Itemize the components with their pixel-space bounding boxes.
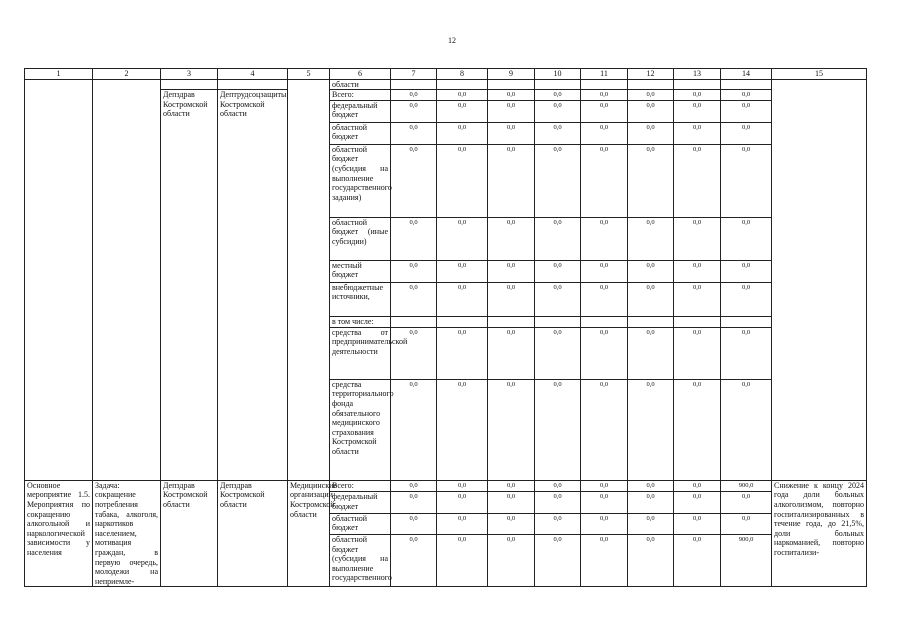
value-cell: 0,0 bbox=[628, 379, 674, 480]
value-cell: 0,0 bbox=[535, 535, 581, 587]
value-cell bbox=[674, 316, 721, 327]
value-cell: 0,0 bbox=[674, 535, 721, 587]
value-cell: 0,0 bbox=[581, 513, 628, 535]
value-cell bbox=[535, 316, 581, 327]
source-label: федеральный бюджет bbox=[330, 492, 391, 514]
value-cell: 0,0 bbox=[674, 217, 721, 260]
value-cell: 0,0 bbox=[391, 122, 437, 144]
value-cell: 0,0 bbox=[535, 282, 581, 316]
header-cell: 12 bbox=[628, 69, 674, 80]
value-cell: 0,0 bbox=[721, 327, 772, 379]
value-cell: 0,0 bbox=[721, 282, 772, 316]
value-cell: 0,0 bbox=[535, 379, 581, 480]
value-cell: 0,0 bbox=[535, 100, 581, 122]
value-cell: 0,0 bbox=[721, 122, 772, 144]
value-cell: 0,0 bbox=[437, 535, 488, 587]
value-cell: 0,0 bbox=[488, 535, 535, 587]
value-cell: 0,0 bbox=[721, 144, 772, 217]
value-cell: 0,0 bbox=[674, 327, 721, 379]
source-label: областной бюджет (иные субсидии) bbox=[330, 217, 391, 260]
value-cell: 0,0 bbox=[391, 100, 437, 122]
value-cell: 0,0 bbox=[535, 480, 581, 491]
value-cell: 0,0 bbox=[721, 260, 772, 282]
empty-cell bbox=[535, 79, 581, 90]
value-cell: 0,0 bbox=[674, 282, 721, 316]
result-cell: Снижение к концу 2024 года доли больных алкоголизмом, повторно госпитализированных в течение года, до 21,5%, доли больных наркоманией, повторно госпитализи- bbox=[772, 480, 867, 587]
value-cell: 0,0 bbox=[437, 282, 488, 316]
header-cell: 6 bbox=[330, 69, 391, 80]
value-cell: 0,0 bbox=[535, 327, 581, 379]
table-row bbox=[25, 480, 867, 491]
value-cell: 0,0 bbox=[437, 122, 488, 144]
value-cell bbox=[488, 316, 535, 327]
value-cell: 0,0 bbox=[581, 100, 628, 122]
value-cell: 0,0 bbox=[674, 480, 721, 491]
task-cell: Задача: сокращение потребления табака, алкоголя, наркотиков населением, мотивация граждан, в первую очередь, молодежи на неприемле- bbox=[93, 480, 161, 587]
header-cell: 15 bbox=[772, 69, 867, 80]
value-cell: 0,0 bbox=[535, 492, 581, 514]
empty-cell bbox=[391, 79, 437, 90]
header-cell: 1 bbox=[25, 69, 93, 80]
source-label: федеральный бюджет bbox=[330, 100, 391, 122]
empty-cell bbox=[93, 79, 161, 480]
value-cell: 0,0 bbox=[391, 144, 437, 217]
value-cell: 0,0 bbox=[437, 327, 488, 379]
header-cell: 2 bbox=[93, 69, 161, 80]
source-label: областной бюджет (субсидия на выполнение государственного задания) bbox=[330, 144, 391, 217]
source-label: Всего: bbox=[330, 480, 391, 491]
empty-cell bbox=[288, 79, 330, 480]
value-cell: 0,0 bbox=[581, 327, 628, 379]
table-body bbox=[25, 69, 867, 587]
value-cell: 0,0 bbox=[488, 282, 535, 316]
executor-cell: Депздрав Костромской области bbox=[161, 90, 218, 481]
value-cell: 0,0 bbox=[437, 513, 488, 535]
header-cell: 7 bbox=[391, 69, 437, 80]
empty-cell bbox=[628, 79, 674, 90]
executor-cell: Депздрав Костромской области bbox=[161, 480, 218, 587]
value-cell: 0,0 bbox=[391, 260, 437, 282]
value-cell: 0,0 bbox=[488, 492, 535, 514]
value-cell: 0,0 bbox=[488, 513, 535, 535]
header-cell: 10 bbox=[535, 69, 581, 80]
empty-cell bbox=[772, 79, 867, 480]
source-label: средства от предпринимательской деятельности bbox=[330, 327, 391, 379]
coexecutor-cell: Депздрав Костромской области bbox=[218, 480, 288, 587]
value-cell: 0,0 bbox=[674, 379, 721, 480]
value-cell: 0,0 bbox=[628, 217, 674, 260]
value-cell: 0,0 bbox=[437, 100, 488, 122]
activity-cell: Основное мероприятие 1.5. Мероприятия по сокращению алкогольной и наркологической зависимости у населения bbox=[25, 480, 93, 587]
value-cell: 0,0 bbox=[488, 100, 535, 122]
empty-cell bbox=[161, 79, 218, 90]
value-cell: 0,0 bbox=[535, 513, 581, 535]
value-cell: 0,0 bbox=[581, 90, 628, 101]
value-cell: 0,0 bbox=[488, 327, 535, 379]
value-cell: 0,0 bbox=[581, 217, 628, 260]
value-cell: 0,0 bbox=[391, 379, 437, 480]
source-label: областной бюджет bbox=[330, 122, 391, 144]
value-cell: 0,0 bbox=[488, 217, 535, 260]
value-cell bbox=[628, 316, 674, 327]
value-cell: 0,0 bbox=[628, 282, 674, 316]
value-cell: 0,0 bbox=[628, 100, 674, 122]
value-cell: 0,0 bbox=[437, 217, 488, 260]
empty-cell bbox=[25, 79, 93, 480]
value-cell: 0,0 bbox=[391, 282, 437, 316]
value-cell bbox=[391, 316, 437, 327]
value-cell: 0,0 bbox=[535, 90, 581, 101]
value-cell: 0,0 bbox=[581, 379, 628, 480]
value-cell: 0,0 bbox=[391, 217, 437, 260]
value-cell: 0,0 bbox=[628, 260, 674, 282]
value-cell: 0,0 bbox=[437, 260, 488, 282]
value-cell: 0,0 bbox=[628, 480, 674, 491]
header-cell: 9 bbox=[488, 69, 535, 80]
value-cell: 0,0 bbox=[721, 100, 772, 122]
empty-cell bbox=[218, 79, 288, 90]
value-cell: 0,0 bbox=[628, 327, 674, 379]
budget-table bbox=[24, 68, 867, 587]
value-cell: 0,0 bbox=[437, 480, 488, 491]
value-cell: 0,0 bbox=[674, 260, 721, 282]
value-cell: 900,0 bbox=[721, 480, 772, 491]
source-label: областной бюджет bbox=[330, 513, 391, 535]
source-label: области bbox=[330, 79, 391, 90]
value-cell: 0,0 bbox=[437, 90, 488, 101]
value-cell: 0,0 bbox=[535, 260, 581, 282]
value-cell: 0,0 bbox=[674, 100, 721, 122]
value-cell: 0,0 bbox=[488, 260, 535, 282]
value-cell bbox=[437, 316, 488, 327]
value-cell: 0,0 bbox=[581, 144, 628, 217]
value-cell: 0,0 bbox=[674, 90, 721, 101]
value-cell bbox=[581, 316, 628, 327]
value-cell: 0,0 bbox=[674, 144, 721, 217]
header-row bbox=[25, 69, 867, 80]
value-cell: 0,0 bbox=[488, 144, 535, 217]
value-cell: 0,0 bbox=[391, 480, 437, 491]
value-cell: 0,0 bbox=[628, 90, 674, 101]
value-cell: 0,0 bbox=[391, 327, 437, 379]
table-row bbox=[25, 79, 867, 90]
header-cell: 8 bbox=[437, 69, 488, 80]
empty-cell bbox=[437, 79, 488, 90]
value-cell: 0,0 bbox=[628, 122, 674, 144]
source-label: внебюджетные источники, bbox=[330, 282, 391, 316]
value-cell: 0,0 bbox=[628, 492, 674, 514]
value-cell: 0,0 bbox=[535, 217, 581, 260]
header-cell: 4 bbox=[218, 69, 288, 80]
participants-cell: Медицинские организации Костромской области bbox=[288, 480, 330, 587]
value-cell: 0,0 bbox=[581, 480, 628, 491]
header-cell: 13 bbox=[674, 69, 721, 80]
value-cell: 0,0 bbox=[674, 513, 721, 535]
value-cell: 0,0 bbox=[581, 282, 628, 316]
value-cell: 0,0 bbox=[628, 535, 674, 587]
empty-cell bbox=[488, 79, 535, 90]
value-cell: 0,0 bbox=[581, 492, 628, 514]
value-cell: 0,0 bbox=[437, 144, 488, 217]
source-label: Всего: bbox=[330, 90, 391, 101]
value-cell: 0,0 bbox=[535, 144, 581, 217]
value-cell: 0,0 bbox=[721, 90, 772, 101]
value-cell: 0,0 bbox=[581, 122, 628, 144]
header-cell: 3 bbox=[161, 69, 218, 80]
value-cell: 0,0 bbox=[488, 480, 535, 491]
page-number: 12 bbox=[448, 36, 456, 45]
value-cell: 0,0 bbox=[674, 492, 721, 514]
value-cell: 0,0 bbox=[391, 513, 437, 535]
value-cell: 0,0 bbox=[437, 492, 488, 514]
value-cell: 0,0 bbox=[581, 260, 628, 282]
value-cell: 0,0 bbox=[721, 217, 772, 260]
value-cell: 0,0 bbox=[391, 90, 437, 101]
value-cell: 900,0 bbox=[721, 535, 772, 587]
value-cell: 0,0 bbox=[488, 379, 535, 480]
empty-cell bbox=[581, 79, 628, 90]
value-cell: 0,0 bbox=[581, 535, 628, 587]
value-cell: 0,0 bbox=[488, 122, 535, 144]
source-label: средства территориального фонда обязательного медицинского страхования Костромской области bbox=[330, 379, 391, 480]
value-cell: 0,0 bbox=[721, 379, 772, 480]
value-cell bbox=[721, 316, 772, 327]
value-cell: 0,0 bbox=[721, 513, 772, 535]
header-cell: 5 bbox=[288, 69, 330, 80]
empty-cell bbox=[721, 79, 772, 90]
value-cell: 0,0 bbox=[628, 144, 674, 217]
value-cell: 0,0 bbox=[437, 379, 488, 480]
value-cell: 0,0 bbox=[391, 535, 437, 587]
value-cell: 0,0 bbox=[674, 122, 721, 144]
coexecutor-cell: Дептрудсоцзащиты Костромской области bbox=[218, 90, 288, 481]
header-cell: 14 bbox=[721, 69, 772, 80]
value-cell: 0,0 bbox=[535, 122, 581, 144]
value-cell: 0,0 bbox=[488, 90, 535, 101]
empty-cell bbox=[674, 79, 721, 90]
value-cell: 0,0 bbox=[628, 513, 674, 535]
source-label: в том числе: bbox=[330, 316, 391, 327]
value-cell: 0,0 bbox=[391, 492, 437, 514]
source-label: местный бюджет bbox=[330, 260, 391, 282]
source-label: областной бюджет (субсидия на выполнение государственного bbox=[330, 535, 391, 587]
value-cell: 0,0 bbox=[721, 492, 772, 514]
header-cell: 11 bbox=[581, 69, 628, 80]
